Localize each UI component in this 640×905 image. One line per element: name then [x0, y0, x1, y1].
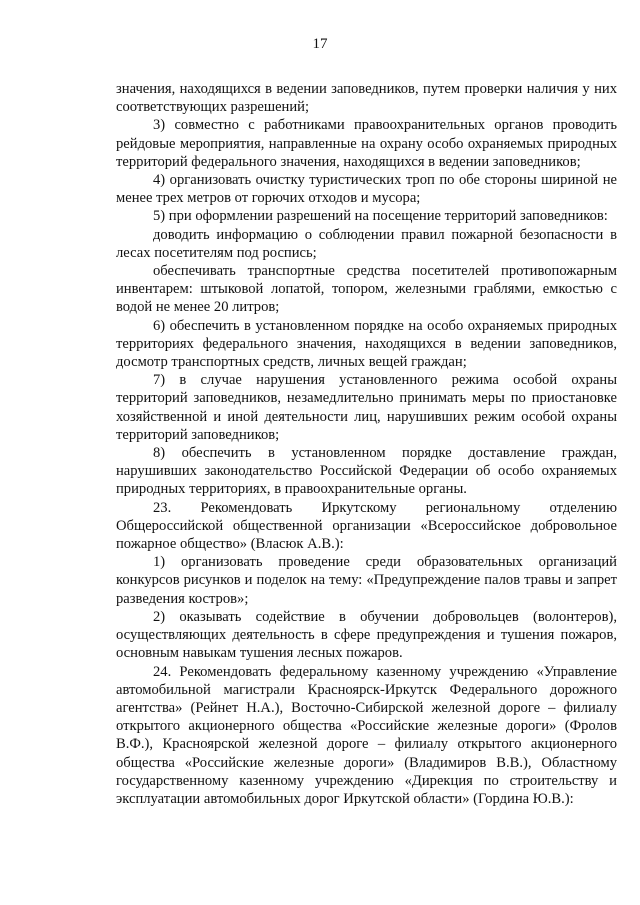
paragraph: 4) организовать очистку туристических троп по обе стороны шириной не менее трех метров от горючих отходов и мусора; — [116, 172, 617, 207]
paragraph: 8) обеспечить в установленном порядке доставление граждан, нарушивших законодательство Российской Федерации об особо охраняемых природных территориях, в правоохранительные органы. — [116, 445, 617, 498]
paragraph: 7) в случае нарушения установленного режима особой охраны территорий заповедников, незамедлительно принимать меры по приостановке хозяйственной и иной деятельности лиц, нарушивших режим особой охраны территорий заповедников; — [116, 372, 617, 443]
paragraph: 5) при оформлении разрешений на посещение территорий заповедников: — [153, 208, 608, 225]
page-number: 17 — [312, 36, 328, 52]
paragraph: 1) организовать проведение среди образовательных организаций конкурсов рисунков и поделок на тему: «Предупреждение палов травы и запрет разведения костров»; — [116, 554, 617, 607]
document-body — [116, 80, 617, 808]
paragraph: обеспечивать транспортные средства посетителей противопожарным инвентарем: штыковой лопатой, топором, железными граблями, емкостью с водой не менее 20 литров; — [116, 263, 617, 316]
paragraph: 6) обеспечить в установленном порядке на особо охраняемых природных территориях федерального значения, находящихся в ведении заповедников, досмотр транспортных средств, личных вещей граждан; — [116, 317, 617, 371]
paragraph: 24. Рекомендовать федеральному казенному учреждению «Управление автомобильной магистрали Красноярск-Иркутск Федерального дорожного агентства» (Рейнет Н.А.), Восточно-Сибирской железной дороге – филиалу открытого акционерного общества «Российские железные дороги» (Фролов В.Ф.), Красноярской железной дороге – филиалу открытого акционерного общества «Российские железные дороги» (Владимиров В.В.), Областному государственному казенному учреждению «Дирекция по строительству и эксплуатации автомобильных дорог Иркутской области» (Гордина Ю.В.): — [116, 663, 617, 807]
paragraph: 23. Рекомендовать Иркутскому региональному отделению Общероссийской общественной организации «Всероссийское добровольное пожарное общество» (Власюк А.В.): — [116, 499, 617, 553]
paragraph: доводить информацию о соблюдении правил пожарной безопасности в лесах посетителям под роспись; — [116, 226, 617, 261]
paragraph: 3) совместно с работниками правоохранительных органов проводить рейдовые мероприятия, направленные на охрану особо охраняемых природных территорий федерального значения, находящихся в ведении заповедников; — [116, 117, 617, 170]
paragraph: 2) оказывать содействие в обучении добровольцев (волонтеров), осуществляющих деятельность в сфере предупреждения и тушения пожаров, основным навыкам тушения лесных пожаров. — [116, 608, 617, 662]
paragraph: значения, находящихся в ведении заповедников, путем проверки наличия у них соответствующих разрешений; — [116, 81, 617, 116]
